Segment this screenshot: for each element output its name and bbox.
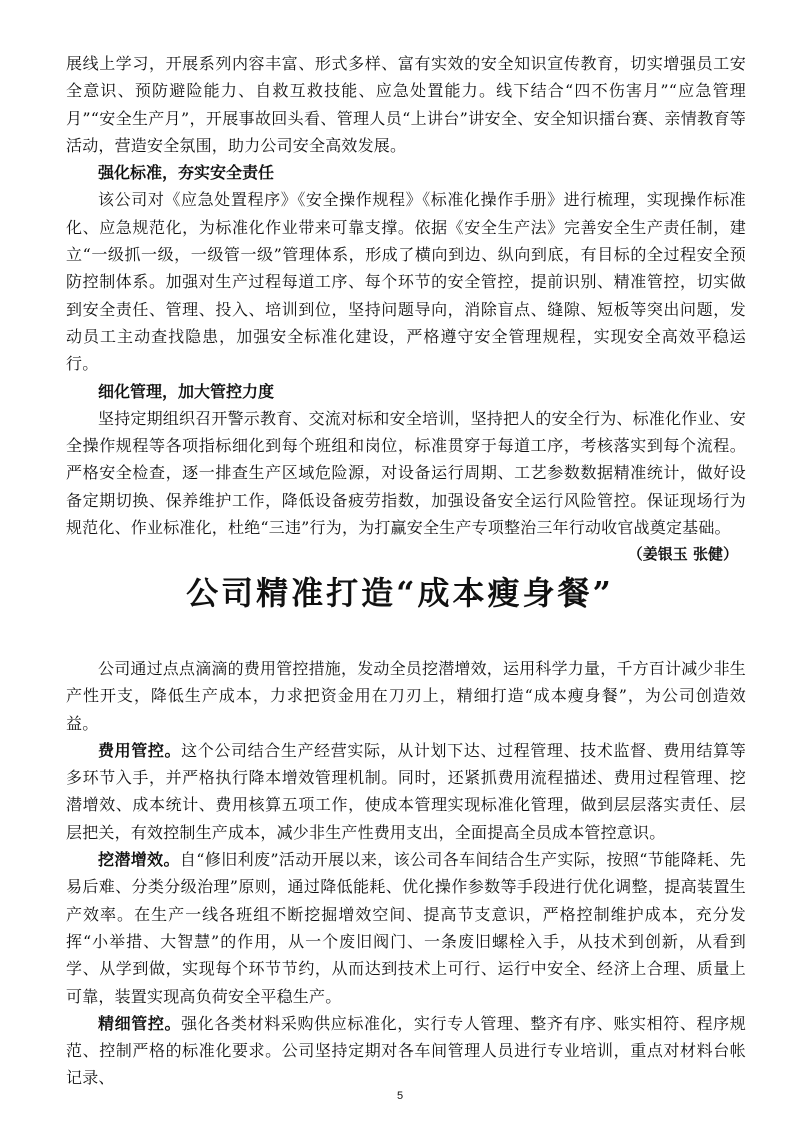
- article-2-title: 公司精准打造“成本瘦身餐”: [186, 574, 614, 612]
- section-2-body: 坚持定期组织召开警示教育、交流对标和安全培训，坚持把人的安全行为、标准化作业、安全操作规程等各项指标细化到每个班组和岗位，标准贯穿于每道工序，考核落实到每个流程。严格安全检查，逐一排查生产区域危险源，对设备运行周期、工艺参数数据精准统计，做好设备定期切换、保养维护工作，降低设备疲劳指数，加强设备安全运行风险管控。保证现场行为规范化、作业标准化，杜绝“三违”行为，为打赢安全生产专项整治三年行动收官战奠定基础。: [66, 408, 747, 538]
- section-2-heading: 细化管理，加大管控力度: [98, 381, 275, 401]
- article-1-intro-continued: 展线上学习，开展系列内容丰富、形式多样、富有实效的安全知识宣传教育，切实增强员工安全意识、预防避险能力、自救互救技能、应急处置能力。线下结合“四不伤害月”“应急管理月”“安全生产月”，开展事故回头看、管理人员“上讲台”讲安全、安全知识擂台赛、亲情教育等活动，营造安全氛围，助力公司安全高效发展。: [66, 54, 746, 155]
- article-2-intro: 公司通过点点滴滴的费用管控措施，发动全员挖潜增效，运用科学力量，千方百计减少非生产性开支，降低生产成本，力求把资金用在刀刃上，精细打造“成本瘦身餐”，为公司创造效益。: [66, 659, 747, 733]
- paragraph-3-body: 强化各类材料采购供应标准化，实行专人管理、整齐有序、账实相符、程序规范、控制严格的标准化要求。公司坚持定期对各车间管理人员进行专业培训，重点对材料台帐记录、: [66, 1013, 746, 1088]
- article-2: [66, 655, 746, 1092]
- article-1: [66, 50, 746, 568]
- paragraph-2-lead: 挖潜增效。: [98, 850, 180, 870]
- page-number: 5: [396, 1090, 404, 1102]
- paragraph-2-body: 自“修旧利废”活动开展以来，该公司各车间结合生产实际，按照“节能降耗、先易后难、分类分级治理”原则，通过降低能耗、优化操作参数等手段进行优化调整，提高装置生产效率。在生产一线各班组不断挖掘增效空间、提高节支意识，严格控制维护成本，充分发挥“小举措、大智慧”的作用，从一个废旧阀门、一条废旧螺栓入手，从技术到创新，从看到学、从学到做，实现每个环节节约，从而达到技术上可行、运行中安全、经济上合理、质量上可靠，装置实现高负荷安全平稳生产。: [66, 850, 746, 1006]
- article-2-paragraph-2: [66, 846, 746, 1010]
- section-1-body: 该公司对《应急处置程序》《安全操作规程》《标准化操作手册》进行梳理，实现操作标准化、应急规范化，为标准化作业带来可靠支撑。依据《安全生产法》完善安全生产责任制，建立“一级抓一级，一级管一级”管理体系，形成了横向到边、纵向到底，有目标的全过程安全预防控制体系。加强对生产过程每道工序、每个环节的安全管控，提前识别、精准管控，切实做到安全责任、管理、投入、培训到位，坚持问题导向，消除盲点、缝隙、短板等突出问题，发动员工主动查找隐患，加强安全标准化建设，严格遵守安全管理规程，实现安全高效平稳运行。: [66, 190, 746, 374]
- article-2-paragraph-1: [66, 737, 746, 846]
- paragraph-1-lead: 费用管控。: [98, 740, 182, 760]
- section-1-heading: 强化标准，夯实安全责任: [98, 163, 275, 183]
- paragraph-3-lead: 精细管控。: [98, 1013, 182, 1033]
- article-2-paragraph-3: [66, 1010, 746, 1092]
- paragraph-1-body: 这个公司结合生产经营实际，从计划下达、过程管理、技术监督、费用结算等多环节入手，并严格执行降本增效管理机制。同时，还紧抓费用流程描述、费用过程管理、挖潜增效、成本统计、费用核算五项工作，使成本管理实现标准化管理，做到层层落实责任、层层把关，有效控制生产成本，减少非生产性费用支出，全面提高全员成本管控意识。: [66, 740, 746, 842]
- article-1-byline: （姜银玉 张健）: [627, 545, 738, 564]
